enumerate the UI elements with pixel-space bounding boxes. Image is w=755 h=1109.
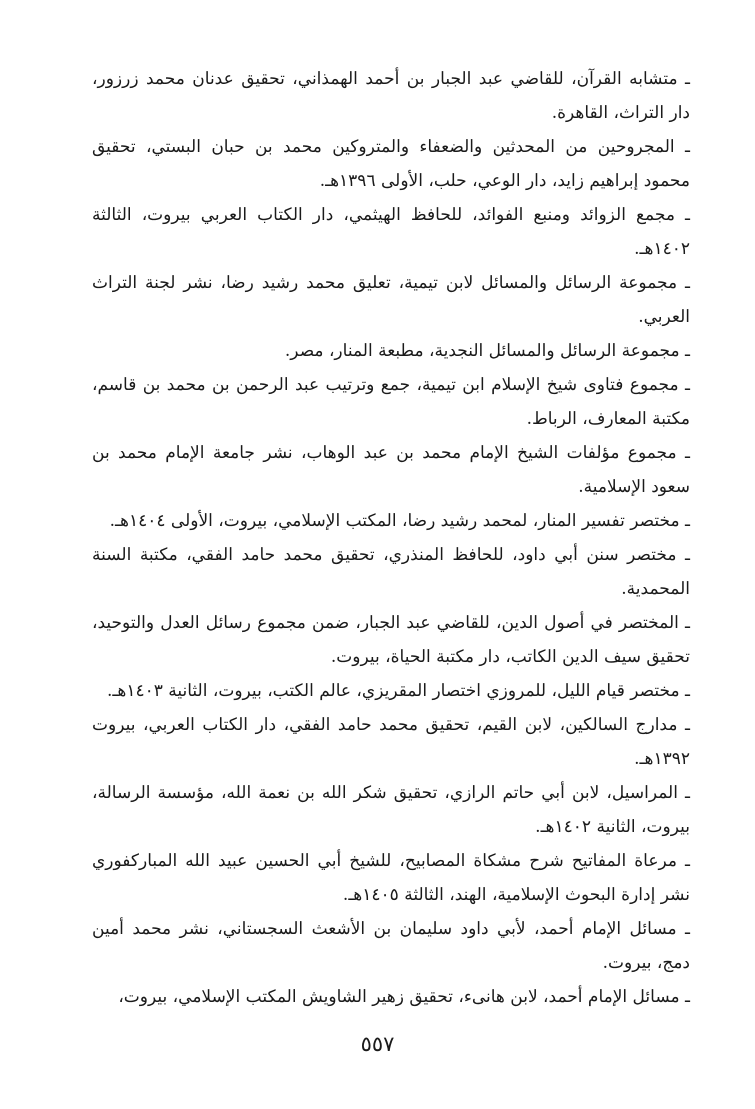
bibliography-list — [92, 62, 690, 1014]
bibliography-entry: ـ مدارج السالكين، لابن القيم، تحقيق محمد حامد الفقي، دار الكتاب العربي، بيروت ١٣٩٢هـ. — [92, 715, 690, 769]
bibliography-entry: ـ المختصر في أصول الدين، للقاضي عبد الجبار، ضمن مجموع رسائل العدل والتوحيد، تحقيق سيف الدين الكاتب، دار مكتبة الحياة، بيروت. — [92, 613, 690, 667]
bibliography-entry: ـ مختصر تفسير المنار، لمحمد رشيد رضا، المكتب الإسلامي، بيروت، الأولى ١٤٠٤هـ. — [109, 511, 690, 531]
bibliography-entry: ـ مرعاة المفاتيح شرح مشكاة المصابيح، للشيخ أبي الحسين عبيد الله المباركفوري نشر إدارة البحوث الإسلامية، الهند، الثالثة ١٤٠٥هـ. — [92, 851, 690, 905]
bibliography-entry: ـ مسائل الإمام أحمد، لابن هانىء، تحقيق زهير الشاويش المكتب الإسلامي، بيروت، — [118, 987, 690, 1007]
bibliography-entry: ـ مسائل الإمام أحمد، لأبي داود سليمان بن الأشعث السجستاني، نشر محمد أمين دمج، بيروت. — [92, 919, 690, 973]
bibliography-entry: ـ مجموع مؤلفات الشيخ الإمام محمد بن عبد الوهاب، نشر جامعة الإمام محمد بن سعود الإسلامية. — [92, 443, 690, 497]
bibliography-entry: ـ متشابه القرآن، للقاضي عبد الجبار بن أحمد الهمذاني، تحقيق عدنان محمد زرزور، دار التراث، القاهرة. — [92, 69, 690, 123]
bibliography-entry: ـ مختصر سنن أبي داود، للحافظ المنذري، تحقيق محمد حامد الفقي، مكتبة السنة المحمدية. — [92, 545, 690, 599]
bibliography-entry: ـ مجموعة الرسائل والمسائل النجدية، مطبعة المنار، مصر. — [284, 341, 690, 361]
bibliography-entry: ـ مجمع الزوائد ومنبع الفوائد، للحافظ الهيثمي، دار الكتاب العربي بيروت، الثالثة ١٤٠٢هـ. — [92, 205, 690, 259]
bibliography-entry: ـ مجموعة الرسائل والمسائل لابن تيمية، تعليق محمد رشيد رضا، نشر لجنة التراث العربي. — [92, 273, 690, 327]
bibliography-entry: ـ مجموع فتاوى شيخ الإسلام ابن تيمية، جمع وترتيب عبد الرحمن بن محمد بن قاسم، مكتبة المعارف، الرباط. — [92, 375, 690, 429]
bibliography-entry: ـ المجروحين من المحدثين والضعفاء والمتروكين محمد بن حبان البستي، تحقيق محمود إبراهيم زايد، دار الوعي، حلب، الأولى ١٣٩٦هـ. — [92, 137, 690, 191]
bibliography-entry: ـ المراسيل، لابن أبي حاتم الرازي، تحقيق شكر الله بن نعمة الله، مؤسسة الرسالة، بيروت، الثانية ١٤٠٢هـ. — [92, 783, 690, 837]
page-number: ٥٥٧ — [360, 1032, 395, 1056]
bibliography-entry: ـ مختصر قيام الليل، للمروزي اختصار المقريزي، عالم الكتب، بيروت، الثانية ١٤٠٣هـ. — [106, 681, 690, 701]
